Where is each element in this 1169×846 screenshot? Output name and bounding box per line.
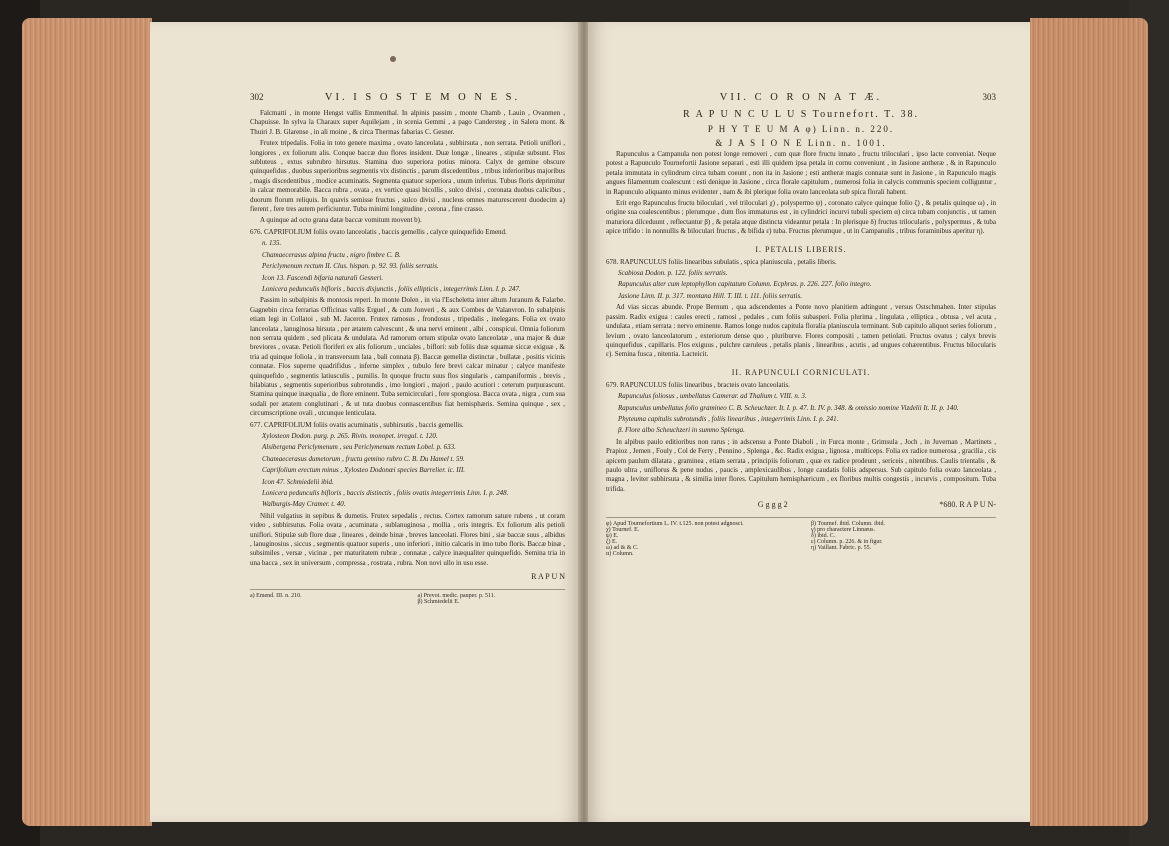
entry-676-text: Passim in subalpinis & montosis reperi. In monte Dolen , in via l'Escheletta inter altum Juranum & Falarbe. Gagnebin circa ferrarias Officinas vallis Erguel , & cum Jonveri , & aux Combes de Valanvron. In subalpinis etiam legi in Collatoi , sub M. Jaceron. Frutex ramosus , frondosus , tripedalis , inelegans. Folia ex ovato lanceolata , lanuginosa hirsuta , per ætatem calvescunt , & una nervi eminent , albi , conspicui. Omnia foliorum non serrata quidem , sed plicata & undulata. Ad ramorum ortum stipulæ ovato lanceolatæ , una major & duæ breviores , ovatæ. Petioli floriferi ex alis foliorum , unciales , biflori: sub foliis duæ squamæ siccæ exiguæ , & tria ad quinque foliola , in transversum lata , bali connata β). Baccæ gemellæ distinctæ , bullatæ , positis vicinis connatæ. Flos superne quadrifidus , inferne simplex , tubulo fere brevi calcar minatur ; calyce manifeste quinquefido , segmentis latiusculis , pumilis. In quoque fructu suus flos singularis , campaniformis , brevis , bilabiatus , segmentis superioribus subrotundis , imo longiori , majori , paulo acutiori : ceterum purpurascunt. Stamina quinque inæqualia , de flore eminent. Tuba semicirculari , fere spongiosa. Bacca ovata , nigra , cum sua sodali per ætatem conglutinari , & ut tuta duobus connascentibus fiat hemisphæris. Semina quinque , sex , circumscriptione ovali , utcunque lenticulata. [250,296,565,418]
footnote: δ) ibid. C. [811,533,836,540]
footnote: a) Emend. III. n. 210. [250,593,302,600]
footnotes [606,517,996,557]
genus-title: R A P U N C U L U S Tournefort. T. 38. [683,109,919,120]
running-title: VII. C O R O N A T Æ. [719,92,883,103]
genus-synonym: & J A S I O N E Linn. n. 1001. [715,138,887,148]
signature-mark: G g g g 2 [757,500,788,510]
synonym-line: Caprifolium erectum minus , Xylosteo Dodonæi species Barrelier. ic. III. [262,466,466,475]
synonym-line: Rapunculus alter cum leptophyllon capitatum Column. Ecphras. p. 226. 227. folio integro. [618,280,872,289]
section-heading: II. RAPUNCULI CORNICULATI. [731,367,871,377]
footnote: a) Prevot. medic. pauper. p. 511. [417,593,496,600]
synonym-line: n. 135. [262,239,282,248]
footnote: β) Tournef. ibid. Column. ibid. [811,521,885,528]
running-head [250,92,565,103]
synonym-line: Rapunculus umbellatus folio gramineo C. B. Scheuchzer. It. I. p. 47. It. IV. p. 348. & omissio nomine Vizdelii It. II. p. 140. [618,403,959,412]
left-page-body [250,92,565,605]
page-number: 303 [982,92,996,102]
synonym-line: Icon 13. Fascendi bifaria naturali Gesneri. [262,273,384,282]
section-heading: I. PETALIS LIBERIS. [755,244,847,254]
page-edges-right [1030,18,1148,826]
synonym-line: Phyteuma capitulis subrotundis , foliis linearibus , integerrimis Linn. I. p. 241. [618,414,839,423]
synonym-line: Chamaecerasus dumetorum , fructu gemino rubro C. B. Du Hamel t. 59. [262,454,465,463]
footnote: ψ) E. [606,533,619,540]
paragraph: A quinque ad octo grana datæ baccæ vomitum movent b). [260,216,422,225]
synonym-line: Icon 47. Schmiedelii ibid. [262,477,334,486]
intro-paragraph: Rapunculus a Campanula non potest longe removeri , cum quæ flore fructu innato , fructu triloculari , ipso lacte conveniat. Neque potest a Rapunculo Tournefortii Jasione separari , esti illi quidem ipsa petala in cornu conveniunt , in Jasione antheræ , & in Rapunculo petala immutata in cylindrum circa tubam coeunt , non ita in Jasione ; esti antheræ magis connatæ sunt in Jasione , in Rapunculo magis angues filamentum coalescunt : esti denique in Jasione , circa florale capitulum , numerosi folia in calycis communis speciem colliguntur , in Rapunculo aliquanto minus evidenter , nam & ibi plerique folia ovato lanceolata sub spica florali habent. [606,150,996,196]
footnote: β) Schmiedelii E. [417,599,460,606]
genus-synonym: P H Y T E U M A φ) Linn. n. 220. [707,124,895,134]
paragraph: Falcmatti , in monte Hengst vallis Emmenthal. In alpinis passim , monte Chamb , Lauin , Ovanmen , Chapuisse. In sylva la Charaux super Aquilejam , in scenia Gemmi , a pago Candersteg , in Salera mont. & Thuiri J. B. Glarense , in ali moine , & circa Thermas fabarias C. Gesner. [250,109,565,136]
entry-677-text: Nihil vulgatius in sepibus & dumetis. Frutex sepedalis , rectus. Cortex ramorum sature rubens , ut coram video , subhirsutus. Folia ovata , acuminata , sublanuginosa , mollia , oris integris. Ex foliorum alis petioli uniflori. Stipulæ sub flore duæ , lineares , deinde binæ , breves lanceolati. Flores bini , siæ baccæ suus , albidus , lanuginosius , siccus , segmentis quatuor superis , uno inferiori , initio calcaris in imo tubo floris. Baccæ binæ , subsimiles , versæ , vicinæ , per maturitatem rubræ , connatæ , calyce inæqualiter quinquefido. Semina tria in una bacca , sex in universum , compressa , rostrata , rubra. Non novi ullo in usu esse. [250,511,565,567]
right-page [588,22,1030,822]
synonym-line: Scabiosa Dodon. p. 122. foliis serratis. [618,269,728,278]
left-page [150,22,580,822]
synonym-line: Jasione Linn. II. p. 317. montana Hill. T. III. t. 111. foliis serratis. [618,291,802,300]
synonym-line: Walburgis-May Cramer. t. 40. [262,500,346,509]
entry-678-label: 678. RAPUNCULUS foliis linearibus subulatis , spica planiuscula , petalis liberis. [606,257,837,266]
footnote: ε) Column. p. 226. & in figur. [811,539,883,546]
synonym-line: Periclymenum rectum II. Clus. hispan. p. 92. 93. foliis serratis. [262,262,439,271]
footnote: χ) Tournef. E. [606,527,640,534]
synonym-line: Alsibergena Periclymenum , seu Periclymenum rectum Lobel. p. 633. [262,443,456,452]
footnote: γ) pro charactere Linnæus. [811,527,875,534]
signature-line [606,500,996,509]
footnote: ω) ad & & C. [606,545,639,552]
page-edges-left [22,18,152,826]
footnote: η) Vaillant. Fabric. p. 55. [811,545,872,552]
synonym-line: β. Flore albo Scheuchzeri in summo Splenga. [618,426,745,435]
entry-676-label: 676. CAPRIFOLIUM foliis ovato lanceolatis , baccis gemellis , calyce quinquefido Emend. [250,227,507,236]
synonym-line: Lonicera pedunculis bifloris , baccis disjunctis , foliis ellipticis , integerrimis Linn. I. p. 247. [262,284,521,293]
paragraph: Frutex tripedalis. Folia in toto genere maxima , ovato lanceolata , subhirsuta , non serrata. Petioli uniflori , longiores , ex foliorum alis. Conque baccæ duo flores insident. Duæ longæ , lineares , stipulæ subsunt. Flos subluteus , extus subrubro hirsutus. Stamina duo superiora potius minora. Calyx de gemine obscure quinquefidus , duobus superioribus segmentis vix distinctis , parum discedentibus , tribus inferioribus majoribus , magis discedentibus , modice acuminatis. Segmenta quatuor superiora , unum inferius. Tubus floris deprimitur in calcar memorabile. Bacca rubra , ovata , ex vertice quasi bicollis , sulco divisi , coronata duobus calicibus , duorum florum reliquis. In quavis semisse fructus , sulco divisi , nucleus omnes maturescerent duodecim a) fierent , fere tres autem perficiuntur. Tuba minimi longitudine , cerona , fine crasso. [250,139,565,214]
entry-678-text: Ad vias siccas abunde. Prope Bernum , qua adscendentes a Ponte novo planitiem adtingunt , versus Ostschmahen. Inter stipulas passim. Radix exigua : caules erecti , ramosi , pedales , cum foliis subasperi. Folia plurima , lingulata , elliptica , obtusa , vel acuta , undulata , etiam serrata : nervo eminente. Ramos longe nudos capitula floralia planiuscula terminant. Sub capitulo aliquot series foliorum , levium , ovato lanceolatorum , exteriorum dense quo , pluriburve. Flores compositi , tamen petiolati. Fructus ovatus ; calyx brevis quinquefidus , capillaris. Flos exiguus , pulchre cæruleus , petalis planis , linearibus , acutis , ad ungues cohærentibus. Fructus bilocularis ε). Semina fusca , nitentia. Lacteicit. [606,303,996,359]
catchword: *680. R A P U N- [939,500,996,510]
footnotes [250,589,565,605]
running-title: VI. I S O S T E M O N E S. [324,92,521,103]
entry-677-label: 677. CAPRIFOLIUM foliis ovatis acuminatis , subhirsutis , baccis gemellis. [250,420,464,429]
entry-679-text: In alpibus paulo editioribus non rarus ; in adscensu a Ponte Diaboli , in Furca monte , Grimsula , Joch , in Juvernan , Martinets , Prapioz , Jemen , Fouly , Col de Ferry , Pennino , Splenga , &c. Radix exigua , lignosa , multiceps. Folia ex radice numerosa , gracilia , cis apicem paulum dilatata , graminea , etiam serrata , principiis foliorum , quæ ex radice prodeunt , sericeis , nitentibus. Caulis trientalis , & paulo ultra , uniflorus & pene nudus , paucis , amplexicaulibus , longe caudatis foliis adspersus. Sub capitulo folia ovato lanceolata , magna , leviter subhirsuta , & similia inter flores. Capitulum hemisphæricum , ex floribus multis congestis , incurvis , compositum. Tuba trifida. [606,437,996,493]
footnote: α) Column. [606,551,634,558]
ornament-dot [390,56,396,62]
footnote: ζ) E. [606,539,618,546]
running-head [606,92,996,103]
footnote: φ) Apud Tournefortium L. IV. t.125. non potest adgnosci. [606,521,744,528]
right-page-body [606,92,996,557]
catchword: R A P U N [531,572,565,582]
intro-paragraph: Erit ergo Rapunculus fructu biloculari , vel triloculari χ) , polyspermo ψ) , coronato calyce quinque folio ζ) , & petalis quinque ω) , in origine sua coalescentibus ; plerumque , dum flos immaturus est , in cylindrici incurvi tubuli speciem α) circa tubam conjunctis , ut tamen maturiora dilceduunt , reflectantur β) , & petala atque distincta videantur petala : In plerisque δ) fructus trilocularis , polyspermus , & tuba apice trifido : in nonnullis & biloculari fructus , & bifida ε) tuba. Fructus plerumque , ut in Campanulis , tribus foraminibus aperitur η). [606,199,996,236]
synonym-line: Lonicera pedunculis bifloris , baccis distinctis , foliis ovatis integerrimis Linn. I. p. 248. [262,489,509,498]
entry-679-label: 679. RAPUNCULUS foliis linearibus , bracteis ovato lanceolatis. [606,380,790,389]
synonym-line: Chamaecerasus alpina fructu , nigro fimbre C. B. [262,250,401,259]
synonym-line: Rapunculus foliosus , umbellatus Camerar. ad Thalium t. VIII. n. 3. [618,392,807,401]
page-number: 302 [250,92,264,102]
synonym-line: Xylosteon Dodon. purg. p. 265. Rivin. monopet. irregul. t. 120. [262,432,438,440]
